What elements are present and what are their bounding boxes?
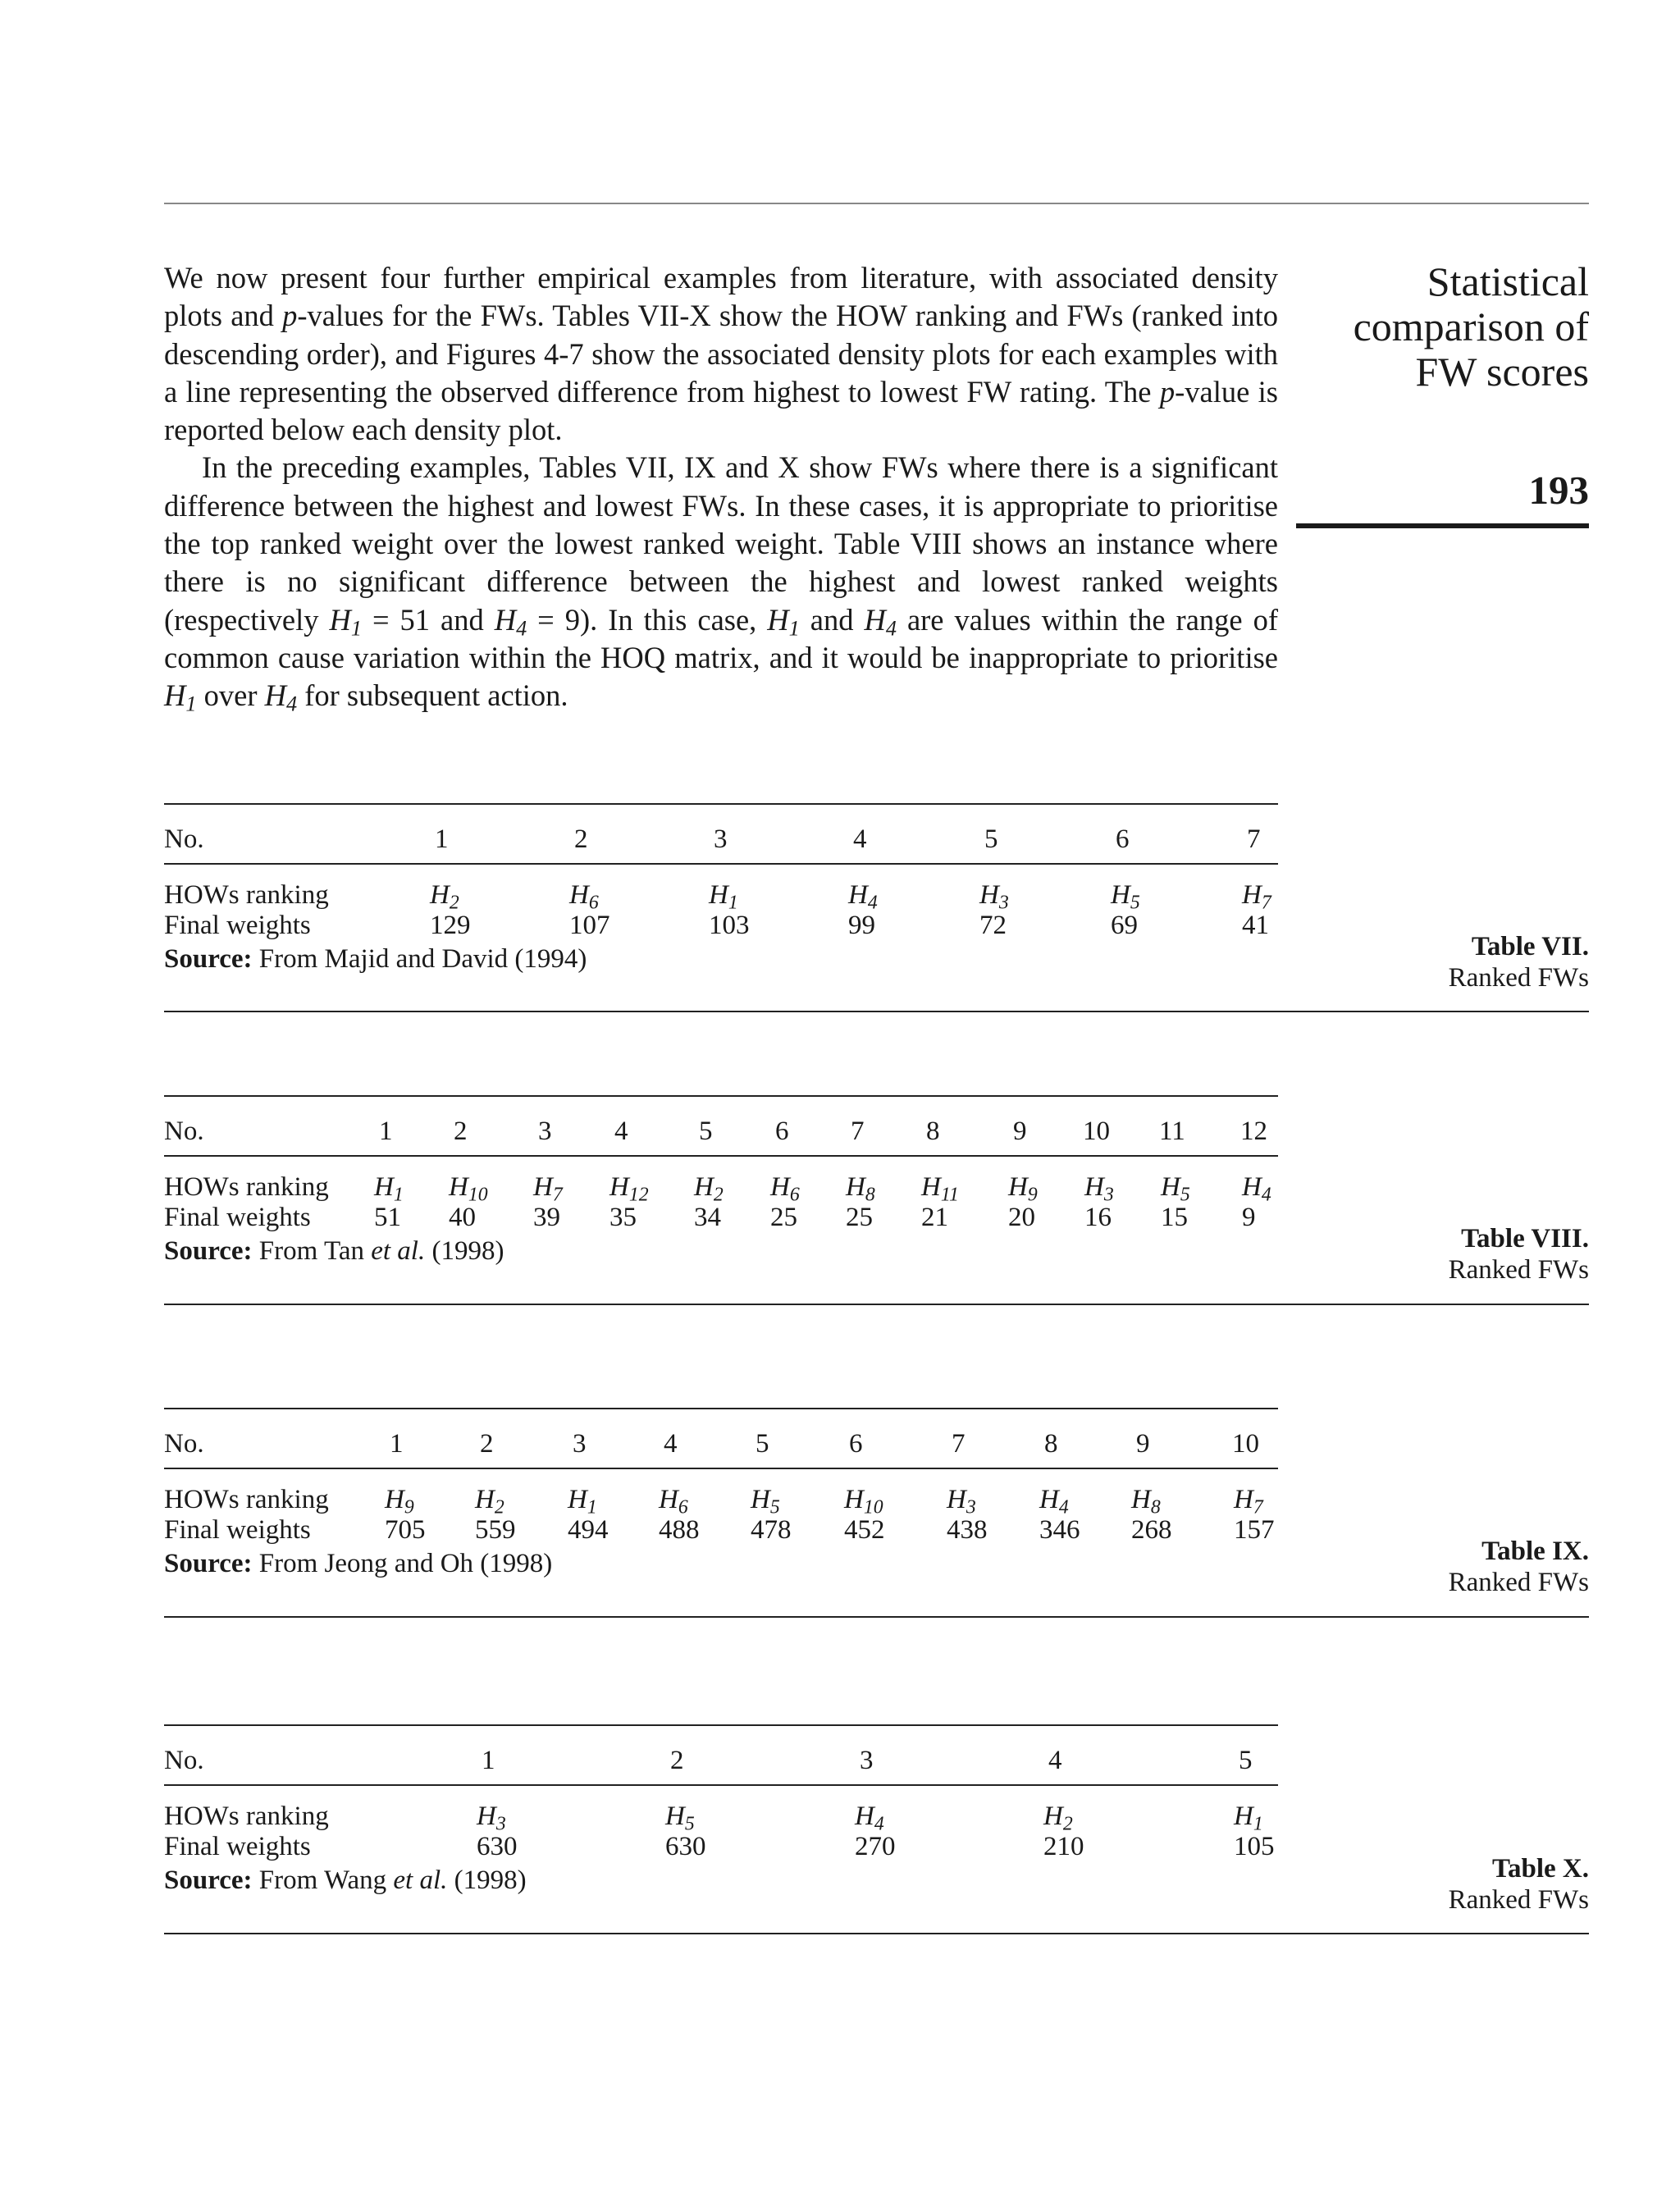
how-symbol: H: [568, 1485, 587, 1514]
column-number: 2: [670, 1746, 684, 1775]
row-label: HOWs ranking: [164, 1172, 329, 1202]
text-run: From Tan: [252, 1236, 372, 1266]
how-ranking-cell: [1039, 1484, 1069, 1518]
how-ranking-cell: [709, 879, 738, 914]
math-base: H: [767, 602, 789, 637]
how-ranking-cell: [1234, 1801, 1263, 1835]
how-symbol: H: [609, 1172, 629, 1202]
how-ranking-cell: [751, 1484, 780, 1518]
how-symbol: H: [1242, 1172, 1262, 1202]
final-weight-cell: 346: [1039, 1515, 1080, 1545]
source-label: Source:: [164, 1549, 253, 1578]
how-ranking-cell: [475, 1484, 504, 1518]
table-top-rule: [164, 1095, 1278, 1097]
text-run: over: [196, 678, 265, 713]
final-weight-cell: 40: [449, 1203, 476, 1232]
row-label: Final weights: [164, 1515, 311, 1545]
table-source: [164, 943, 587, 975]
table-header-rule: [164, 1468, 1278, 1469]
column-number: 4: [853, 824, 867, 854]
math-symbol: [164, 678, 197, 716]
how-index: 3: [998, 892, 1009, 914]
final-weight-cell: 21: [921, 1203, 948, 1232]
final-weight-cell: 107: [569, 911, 610, 940]
how-ranking-cell: [694, 1171, 724, 1206]
table-top-rule: [164, 1724, 1278, 1726]
how-index: 7: [1253, 1496, 1263, 1518]
how-symbol: H: [1234, 1485, 1253, 1514]
caption-text: Ranked FWs: [1448, 1885, 1589, 1915]
table-ranking-row: [164, 1801, 1278, 1835]
column-number: 1: [379, 1116, 393, 1146]
text-run: (1998): [447, 1865, 527, 1895]
row-label: No.: [164, 824, 204, 854]
final-weight-cell: 268: [1131, 1515, 1172, 1545]
column-number: 4: [614, 1116, 628, 1146]
final-weight-cell: 103: [709, 911, 750, 940]
how-index: 3: [966, 1496, 976, 1518]
how-index: 8: [865, 1184, 875, 1206]
final-weight-cell: 25: [770, 1203, 797, 1232]
how-index: 11: [940, 1184, 959, 1206]
table-top-rule: [164, 803, 1278, 805]
math-base: H: [329, 602, 351, 637]
caption-text: Ranked FWs: [1448, 963, 1589, 993]
how-ranking-cell: [385, 1484, 414, 1518]
table-header-rule: [164, 863, 1278, 865]
table-ranking-row: [164, 1484, 1278, 1518]
final-weight-cell: 129: [430, 911, 471, 940]
how-ranking-cell: [1234, 1484, 1263, 1518]
page-number: 193: [1528, 468, 1589, 513]
how-ranking-cell: [430, 879, 459, 914]
final-weight-cell: 705: [385, 1515, 426, 1545]
how-index: 5: [1130, 892, 1140, 914]
how-index: 9: [404, 1496, 414, 1518]
how-symbol: H: [385, 1485, 404, 1514]
how-ranking-cell: [659, 1484, 688, 1518]
column-number: 1: [390, 1429, 404, 1459]
caption-id: Table X.: [1492, 1854, 1589, 1884]
how-index: 6: [588, 892, 599, 914]
final-weight-cell: 99: [848, 911, 875, 940]
caption-id: Table IX.: [1481, 1537, 1589, 1566]
how-symbol: H: [475, 1485, 495, 1514]
final-weight-cell: 15: [1161, 1203, 1188, 1232]
how-ranking-cell: [533, 1171, 563, 1206]
column-number: 2: [454, 1116, 468, 1146]
table-vii-caption: [1449, 931, 1589, 993]
how-symbol: H: [694, 1172, 714, 1202]
how-ranking-cell: [449, 1171, 488, 1206]
final-weight-cell: 20: [1008, 1203, 1035, 1232]
how-index: 1: [728, 892, 738, 914]
column-number: 7: [851, 1116, 865, 1146]
how-ranking-cell: [665, 1801, 695, 1835]
final-weight-cell: 34: [694, 1203, 721, 1232]
table-header-row: [164, 1745, 1278, 1776]
final-weight-cell: 270: [855, 1832, 896, 1861]
how-index: 4: [874, 1813, 884, 1835]
text-run: From Jeong and Oh (1998): [252, 1549, 553, 1578]
how-symbol: H: [1161, 1172, 1180, 1202]
how-symbol: H: [855, 1801, 874, 1831]
final-weight-cell: 559: [475, 1515, 516, 1545]
caption-id: Table VIII.: [1461, 1224, 1589, 1253]
column-number: 5: [984, 824, 998, 854]
column-number: 3: [860, 1746, 874, 1775]
column-number: 3: [573, 1429, 587, 1459]
table-weights-row: [164, 1831, 1278, 1862]
table-header-row: [164, 1428, 1278, 1459]
how-ranking-cell: [855, 1801, 884, 1835]
how-symbol: H: [1234, 1801, 1253, 1831]
how-index: 10: [468, 1184, 488, 1206]
column-number: 7: [952, 1429, 966, 1459]
how-ranking-cell: [848, 879, 878, 914]
how-symbol: H: [1084, 1172, 1104, 1202]
italic-text: p: [1159, 374, 1176, 409]
column-number: 10: [1083, 1116, 1110, 1146]
table-header-row: [164, 1116, 1278, 1147]
table-top-rule: [164, 1408, 1278, 1409]
how-symbol: H: [1008, 1172, 1028, 1202]
table-source: [164, 1864, 527, 1897]
text-run: for subsequent action.: [297, 678, 568, 713]
table-bottom-rule: [164, 1011, 1589, 1012]
caption-text: Ranked FWs: [1448, 1568, 1589, 1597]
final-weight-cell: 478: [751, 1515, 792, 1545]
how-ranking-cell: [609, 1171, 649, 1206]
how-symbol: H: [947, 1485, 966, 1514]
math-subscript: 4: [285, 692, 298, 716]
how-symbol: H: [477, 1801, 496, 1831]
how-symbol: H: [1039, 1485, 1059, 1514]
final-weight-cell: 105: [1234, 1832, 1275, 1861]
final-weight-cell: 210: [1043, 1832, 1084, 1861]
how-symbol: H: [449, 1172, 468, 1202]
column-number: 4: [664, 1429, 678, 1459]
final-weight-cell: 41: [1242, 911, 1269, 940]
how-index: 10: [863, 1496, 883, 1518]
math-subscript: 1: [185, 692, 197, 716]
final-weight-cell: 494: [568, 1515, 609, 1545]
how-symbol: H: [1242, 880, 1262, 910]
how-index: 2: [1062, 1813, 1073, 1835]
column-number: 5: [756, 1429, 769, 1459]
how-index: 5: [1180, 1184, 1190, 1206]
row-label: HOWs ranking: [164, 1485, 329, 1514]
column-number: 3: [714, 824, 728, 854]
math-subscript: 1: [350, 616, 362, 641]
how-ranking-cell: [979, 879, 1009, 914]
final-weight-cell: 25: [846, 1203, 873, 1232]
italic-text: et al.: [393, 1865, 448, 1895]
how-symbol: H: [846, 1172, 865, 1202]
caption-id: Table VII.: [1471, 932, 1589, 961]
how-ranking-cell: [947, 1484, 976, 1518]
final-weight-cell: 438: [947, 1515, 988, 1545]
row-label: No.: [164, 1116, 204, 1146]
source-label: Source:: [164, 1236, 253, 1266]
how-ranking-cell: [1131, 1484, 1161, 1518]
final-weight-cell: 51: [374, 1203, 401, 1232]
how-index: 8: [1150, 1496, 1161, 1518]
final-weight-cell: 72: [979, 911, 1007, 940]
caption-text: Ranked FWs: [1448, 1255, 1589, 1285]
math-base: H: [864, 602, 886, 637]
text-run: = 9). In this case,: [527, 602, 768, 637]
how-symbol: H: [569, 880, 589, 910]
running-head-line: FW scores: [1415, 349, 1589, 395]
table-ix-caption: [1449, 1536, 1589, 1598]
text-run: -values for the FWs. Tables VII-X show the HOW ranking and FWs (ranked into descending order), and Figures 4-7 show the associated density plots for each examples with a line representing the observed difference from highest to lowest FW rating. The: [164, 299, 1279, 409]
math-symbol: [864, 602, 897, 641]
column-number: 1: [435, 824, 449, 854]
row-label: No.: [164, 1746, 204, 1775]
final-weight-cell: 488: [659, 1515, 700, 1545]
how-symbol: H: [921, 1172, 941, 1202]
final-weight-cell: 39: [533, 1203, 560, 1232]
running-head-rule: [1296, 523, 1589, 528]
running-head: [1294, 259, 1589, 395]
how-symbol: H: [1131, 1485, 1151, 1514]
table-header-rule: [164, 1155, 1278, 1157]
column-number: 12: [1240, 1116, 1267, 1146]
how-index: 1: [1253, 1813, 1263, 1835]
math-base: H: [164, 678, 186, 713]
math-symbol: [767, 602, 800, 641]
how-index: 4: [867, 892, 878, 914]
how-ranking-cell: [1084, 1171, 1114, 1206]
italic-text: p: [282, 299, 298, 333]
source-label: Source:: [164, 1865, 253, 1895]
column-number: 5: [699, 1116, 713, 1146]
how-index: 9: [1027, 1184, 1038, 1206]
table-ranking-row: [164, 1171, 1278, 1206]
column-number: 5: [1239, 1746, 1253, 1775]
how-index: 5: [769, 1496, 780, 1518]
how-ranking-cell: [1242, 1171, 1271, 1206]
how-index: 2: [494, 1496, 504, 1518]
how-ranking-cell: [1111, 879, 1140, 914]
math-subscript: 1: [788, 616, 800, 641]
table-weights-row: [164, 1202, 1278, 1233]
how-symbol: H: [659, 1485, 678, 1514]
top-rule: [164, 203, 1589, 204]
row-label: No.: [164, 1429, 204, 1459]
table-header-row: [164, 824, 1278, 855]
how-index: 6: [789, 1184, 800, 1206]
column-number: 7: [1247, 824, 1261, 854]
table-source: [164, 1235, 504, 1267]
final-weight-cell: 452: [844, 1515, 885, 1545]
how-ranking-cell: [844, 1484, 883, 1518]
how-ranking-cell: [1161, 1171, 1190, 1206]
how-ranking-cell: [921, 1171, 959, 1206]
math-symbol: [264, 678, 298, 716]
column-number: 1: [482, 1746, 495, 1775]
text-run: From Wang: [252, 1865, 394, 1895]
body-text: [164, 259, 1278, 715]
how-symbol: H: [665, 1801, 685, 1831]
how-ranking-cell: [1043, 1801, 1073, 1835]
how-index: 6: [678, 1496, 688, 1518]
column-number: 2: [574, 824, 588, 854]
table-bottom-rule: [164, 1304, 1589, 1305]
final-weight-cell: 9: [1242, 1203, 1256, 1232]
how-ranking-cell: [846, 1171, 875, 1206]
column-number: 11: [1159, 1116, 1185, 1146]
column-number: 8: [1044, 1429, 1058, 1459]
final-weight-cell: 35: [609, 1203, 637, 1232]
math-base: H: [264, 678, 286, 713]
how-symbol: H: [709, 880, 728, 910]
final-weight-cell: 16: [1084, 1203, 1112, 1232]
table-bottom-rule: [164, 1933, 1589, 1934]
how-index: 4: [1058, 1496, 1069, 1518]
final-weight-cell: 630: [477, 1832, 518, 1861]
paragraph-2: [164, 449, 1278, 715]
how-index: 5: [684, 1813, 695, 1835]
table-header-rule: [164, 1784, 1278, 1786]
how-symbol: H: [848, 880, 868, 910]
italic-text: et al.: [371, 1236, 426, 1266]
how-symbol: H: [1043, 1801, 1063, 1831]
how-index: 1: [393, 1184, 404, 1206]
how-symbol: H: [844, 1485, 864, 1514]
how-symbol: H: [533, 1172, 553, 1202]
how-index: 2: [713, 1184, 724, 1206]
how-index: 7: [1261, 892, 1271, 914]
row-label: HOWs ranking: [164, 880, 329, 910]
how-index: 7: [552, 1184, 563, 1206]
row-label: Final weights: [164, 911, 311, 940]
how-index: 3: [495, 1813, 506, 1835]
how-index: 3: [1103, 1184, 1114, 1206]
column-number: 4: [1048, 1746, 1062, 1775]
how-ranking-cell: [1008, 1171, 1038, 1206]
how-ranking-cell: [568, 1484, 597, 1518]
table-weights-row: [164, 1514, 1278, 1546]
row-label: Final weights: [164, 1832, 311, 1861]
running-head-line: Statistical: [1427, 258, 1589, 304]
math-base: H: [494, 602, 517, 637]
text-run: are values within the range of common cause variation within the HOQ matrix, and it would be inappropriate to prioritise: [164, 602, 1279, 674]
how-symbol: H: [751, 1485, 770, 1514]
how-index: 4: [1261, 1184, 1271, 1206]
table-x-caption: [1449, 1853, 1589, 1916]
how-symbol: H: [979, 880, 999, 910]
table-weights-row: [164, 910, 1278, 941]
how-ranking-cell: [1242, 879, 1271, 914]
final-weight-cell: 157: [1234, 1515, 1275, 1545]
table-bottom-rule: [164, 1616, 1589, 1618]
math-symbol: [494, 602, 527, 641]
how-ranking-cell: [477, 1801, 506, 1835]
column-number: 6: [1116, 824, 1130, 854]
math-symbol: [329, 602, 362, 641]
source-label: Source:: [164, 944, 253, 974]
row-label: HOWs ranking: [164, 1801, 329, 1831]
text-run: = 51 and: [361, 602, 495, 637]
running-head-line: comparison of: [1353, 304, 1589, 349]
how-index: 12: [628, 1184, 649, 1206]
text-run: -value is reported below each density plot.: [164, 374, 1278, 447]
column-number: 10: [1232, 1429, 1259, 1459]
how-index: 1: [587, 1496, 597, 1518]
final-weight-cell: 630: [665, 1832, 706, 1861]
how-index: 2: [449, 892, 459, 914]
how-symbol: H: [770, 1172, 790, 1202]
final-weight-cell: 69: [1111, 911, 1138, 940]
text-run: and: [799, 602, 865, 637]
table-ranking-row: [164, 879, 1278, 914]
how-ranking-cell: [374, 1171, 404, 1206]
how-ranking-cell: [569, 879, 599, 914]
column-number: 6: [775, 1116, 789, 1146]
how-symbol: H: [374, 1172, 394, 1202]
column-number: 2: [480, 1429, 494, 1459]
math-subscript: 4: [885, 616, 897, 641]
row-label: Final weights: [164, 1203, 311, 1232]
how-symbol: H: [1111, 880, 1130, 910]
text-run: (1998): [425, 1236, 504, 1266]
column-number: 9: [1136, 1429, 1150, 1459]
table-source: [164, 1547, 552, 1580]
math-subscript: 4: [516, 616, 527, 641]
column-number: 6: [849, 1429, 863, 1459]
column-number: 8: [926, 1116, 940, 1146]
text-run: From Majid and David (1994): [252, 944, 587, 974]
paragraph-1: [164, 259, 1278, 449]
column-number: 3: [538, 1116, 552, 1146]
text-run: We now present four further empirical examples from literature, with associated density plots and: [164, 261, 1278, 333]
how-symbol: H: [430, 880, 450, 910]
table-viii-caption: [1449, 1223, 1589, 1285]
column-number: 9: [1013, 1116, 1027, 1146]
text-run: In the preceding examples, Tables VII, IX and X show FWs where there is a significant difference between the highest and lowest FWs. In these cases, it is appropriate to prioritise the top ranked weight over the lowest ranked weight. Table VIII shows an instance where there is no significant difference between the highest and lowest ranked weights (respectively: [164, 450, 1278, 637]
how-ranking-cell: [770, 1171, 800, 1206]
